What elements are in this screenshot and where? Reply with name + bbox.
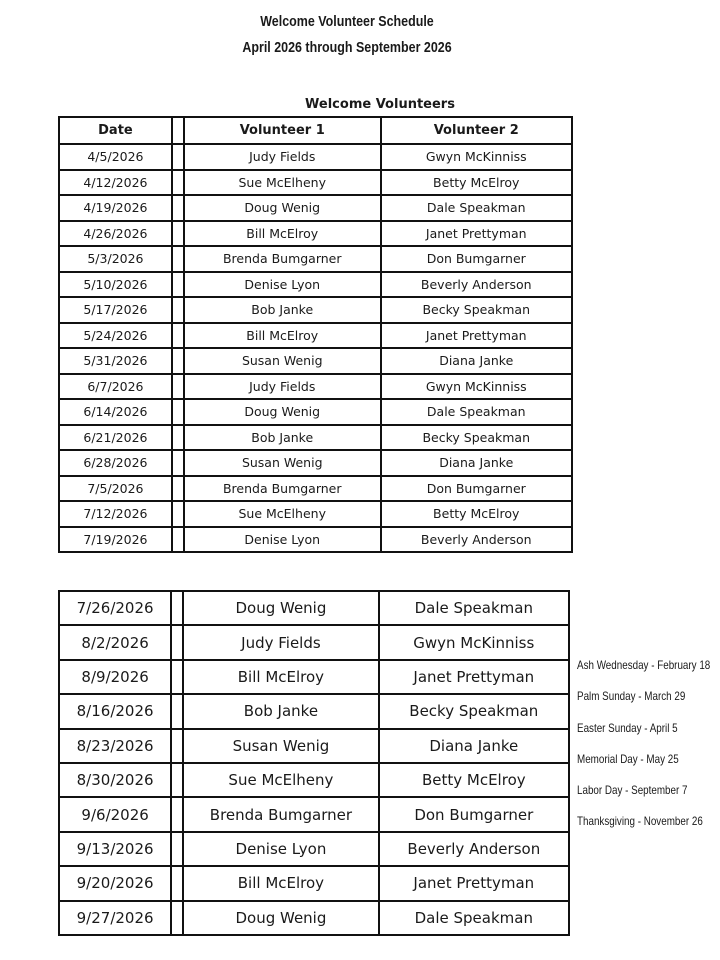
table-row (59, 348, 572, 374)
spacer-cell (172, 374, 184, 400)
volunteer-1-cell: Brenda Bumgarner (184, 246, 381, 272)
spacer-cell (171, 625, 183, 659)
date-cell: 7/26/2026 (59, 591, 171, 625)
holiday-note: Labor Day - September 7 (577, 783, 688, 798)
volunteer-1-cell: Brenda Bumgarner (184, 476, 381, 502)
volunteer-2-cell: Becky Speakman (381, 425, 573, 451)
volunteer-1-cell: Susan Wenig (183, 729, 378, 763)
spacer-cell (172, 450, 184, 476)
volunteer-1-cell: Bob Janke (183, 694, 378, 728)
volunteer-2-cell: Beverly Anderson (379, 832, 569, 866)
volunteer-1-cell: Bob Janke (184, 425, 381, 451)
date-cell: 4/26/2026 (59, 221, 172, 247)
volunteer-1-cell: Bill McElroy (183, 866, 378, 900)
volunteer-2-cell: Betty McElroy (379, 763, 569, 797)
volunteer-2-cell: Dale Speakman (381, 399, 573, 425)
holiday-note: Easter Sunday - April 5 (577, 720, 678, 735)
volunteer-1-cell: Judy Fields (184, 374, 381, 400)
date-cell: 8/23/2026 (59, 729, 171, 763)
table-row (59, 399, 572, 425)
volunteer-2-cell: Diana Janke (381, 450, 573, 476)
date-cell: 6/21/2026 (59, 425, 172, 451)
column-header-spacer (172, 117, 184, 144)
table-row (59, 144, 572, 170)
spacer-cell (171, 694, 183, 728)
volunteer-1-cell: Susan Wenig (184, 348, 381, 374)
spacer-cell (172, 272, 184, 298)
table-row (59, 374, 572, 400)
spacer-cell (172, 144, 184, 170)
date-cell: 6/28/2026 (59, 450, 172, 476)
volunteer-1-cell: Susan Wenig (184, 450, 381, 476)
date-cell: 4/5/2026 (59, 144, 172, 170)
volunteer-2-cell: Janet Prettyman (379, 866, 569, 900)
date-cell: 6/14/2026 (59, 399, 172, 425)
spacer-cell (172, 297, 184, 323)
volunteer-2-cell: Becky Speakman (379, 694, 569, 728)
volunteer-1-cell: Bob Janke (184, 297, 381, 323)
table-row (59, 450, 572, 476)
column-header-volunteer-2: Volunteer 2 (381, 117, 573, 144)
date-cell: 5/24/2026 (59, 323, 172, 349)
column-header-date: Date (59, 117, 172, 144)
volunteer-2-cell: Dale Speakman (381, 195, 573, 221)
spacer-cell (172, 195, 184, 221)
spacer-cell (172, 221, 184, 247)
table-row (59, 272, 572, 298)
holiday-note: Palm Sunday - March 29 (577, 689, 686, 704)
volunteer-2-cell: Janet Prettyman (381, 323, 573, 349)
table-row (59, 729, 569, 763)
volunteer-1-cell: Denise Lyon (184, 272, 381, 298)
date-cell: 5/10/2026 (59, 272, 172, 298)
volunteer-2-cell: Janet Prettyman (379, 660, 569, 694)
volunteer-2-cell: Diana Janke (381, 348, 573, 374)
date-cell: 8/9/2026 (59, 660, 171, 694)
volunteer-1-cell: Brenda Bumgarner (183, 797, 378, 831)
volunteer-2-cell: Don Bumgarner (381, 476, 573, 502)
spacer-cell (172, 425, 184, 451)
date-cell: 4/19/2026 (59, 195, 172, 221)
volunteer-2-cell: Becky Speakman (381, 297, 573, 323)
spacer-cell (172, 170, 184, 196)
spacer-cell (171, 591, 183, 625)
volunteer-2-cell: Betty McElroy (381, 170, 573, 196)
table-row (59, 246, 572, 272)
table-row (59, 866, 569, 900)
volunteer-2-cell: Dale Speakman (379, 901, 569, 935)
volunteer-1-cell: Judy Fields (184, 144, 381, 170)
table-row (59, 425, 572, 451)
table-row (59, 527, 572, 553)
spacer-cell (172, 399, 184, 425)
page-subtitle: April 2026 through September 2026 (242, 40, 452, 56)
date-cell: 7/5/2026 (59, 476, 172, 502)
volunteer-1-cell: Bill McElroy (183, 660, 378, 694)
spacer-cell (172, 527, 184, 553)
spacer-cell (171, 797, 183, 831)
spacer-cell (171, 832, 183, 866)
table-row (59, 832, 569, 866)
volunteer-2-cell: Don Bumgarner (379, 797, 569, 831)
holiday-notes (577, 655, 720, 843)
date-cell: 5/31/2026 (59, 348, 172, 374)
table-row (59, 501, 572, 527)
date-cell: 8/2/2026 (59, 625, 171, 659)
date-cell: 5/17/2026 (59, 297, 172, 323)
spacer-cell (171, 729, 183, 763)
volunteer-1-cell: Denise Lyon (184, 527, 381, 553)
volunteer-1-cell: Doug Wenig (184, 399, 381, 425)
table-row (59, 901, 569, 935)
table-row (59, 221, 572, 247)
volunteer-1-cell: Sue McElheny (184, 501, 381, 527)
spacer-cell (172, 323, 184, 349)
volunteer-1-cell: Judy Fields (183, 625, 378, 659)
volunteer-1-cell: Bill McElroy (184, 323, 381, 349)
spacer-cell (172, 501, 184, 527)
spacer-cell (171, 866, 183, 900)
volunteer-2-cell: Janet Prettyman (381, 221, 573, 247)
volunteer-2-cell: Dale Speakman (379, 591, 569, 625)
table-row (59, 323, 572, 349)
volunteer-1-cell: Doug Wenig (184, 195, 381, 221)
holiday-note: Thanksgiving - November 26 (577, 814, 703, 829)
spacer-cell (172, 246, 184, 272)
volunteer-1-cell: Sue McElheny (183, 763, 378, 797)
page-title: Welcome Volunteer Schedule (260, 14, 434, 30)
volunteer-2-cell: Gwyn McKinniss (381, 374, 573, 400)
volunteer-2-cell: Betty McElroy (381, 501, 573, 527)
spacer-cell (171, 901, 183, 935)
holiday-note: Ash Wednesday - February 18 (577, 658, 711, 672)
date-cell: 7/19/2026 (59, 527, 172, 553)
date-cell: 5/3/2026 (59, 246, 172, 272)
volunteer-1-cell: Doug Wenig (183, 901, 378, 935)
table-row (59, 763, 569, 797)
table-row (59, 797, 569, 831)
header-row (59, 117, 572, 144)
volunteer-2-cell: Gwyn McKinniss (379, 625, 569, 659)
date-cell: 9/6/2026 (59, 797, 171, 831)
schedule-table (58, 116, 573, 553)
table-row (59, 476, 572, 502)
date-cell: 8/30/2026 (59, 763, 171, 797)
date-cell: 9/27/2026 (59, 901, 171, 935)
table-row (59, 694, 569, 728)
volunteer-2-cell: Don Bumgarner (381, 246, 573, 272)
spacer-cell (171, 660, 183, 694)
table-row (59, 297, 572, 323)
volunteer-1-cell: Bill McElroy (184, 221, 381, 247)
volunteer-1-cell: Doug Wenig (183, 591, 378, 625)
spacer-cell (172, 476, 184, 502)
table-caption: Welcome Volunteers (305, 97, 455, 112)
holiday-note: Memorial Day - May 25 (577, 751, 679, 766)
volunteer-2-cell: Beverly Anderson (381, 527, 573, 553)
volunteer-1-cell: Sue McElheny (184, 170, 381, 196)
schedule-table-continued (58, 590, 570, 936)
volunteer-2-cell: Diana Janke (379, 729, 569, 763)
table-row (59, 195, 572, 221)
table-row (59, 170, 572, 196)
volunteer-2-cell: Beverly Anderson (381, 272, 573, 298)
spacer-cell (171, 763, 183, 797)
table-row (59, 625, 569, 659)
volunteer-1-cell: Denise Lyon (183, 832, 378, 866)
date-cell: 6/7/2026 (59, 374, 172, 400)
spacer-cell (172, 348, 184, 374)
date-cell: 8/16/2026 (59, 694, 171, 728)
column-header-volunteer-1: Volunteer 1 (184, 117, 381, 144)
date-cell: 7/12/2026 (59, 501, 172, 527)
date-cell: 9/20/2026 (59, 866, 171, 900)
date-cell: 4/12/2026 (59, 170, 172, 196)
table-row (59, 660, 569, 694)
table-row (59, 591, 569, 625)
volunteer-2-cell: Gwyn McKinniss (381, 144, 573, 170)
date-cell: 9/13/2026 (59, 832, 171, 866)
